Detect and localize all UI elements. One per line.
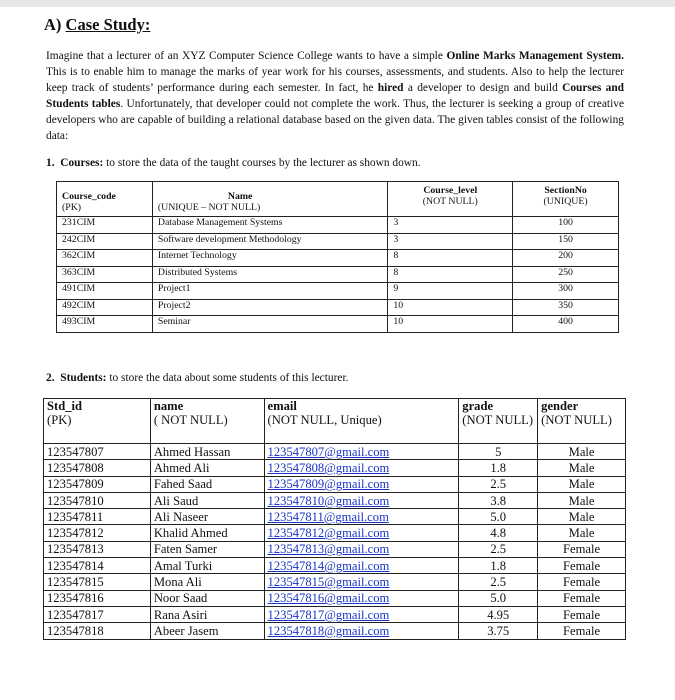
student-id-cell: 123547807 — [44, 444, 151, 460]
student-email-link[interactable]: 123547813@gmail.com — [267, 542, 390, 557]
student-email-cell — [264, 509, 459, 525]
student-gender-cell: Male — [538, 492, 626, 508]
student-email-link[interactable]: 123547808@gmail.com — [267, 460, 390, 475]
student-id-cell: 123547809 — [44, 476, 151, 492]
student-row — [44, 541, 626, 557]
student-email-link[interactable]: 123547809@gmail.com — [267, 477, 390, 492]
student-grade-cell: 1.8 — [459, 460, 538, 476]
student-name-cell: Khalid Ahmed — [150, 525, 264, 541]
student-email-link[interactable]: 123547812@gmail.com — [267, 526, 390, 541]
course-name-cell: Internet Technology — [152, 250, 388, 267]
student-name-header: name ( NOT NULL) — [150, 399, 264, 444]
student-grade-cell: 1.8 — [459, 558, 538, 574]
student-row — [44, 558, 626, 574]
student-email-link[interactable]: 123547817@gmail.com — [267, 607, 390, 622]
student-gender-cell: Male — [538, 476, 626, 492]
student-name-cell: Mona Ali — [150, 574, 264, 590]
student-name-cell: Abeer Jasem — [150, 623, 264, 639]
course-code-cell: 242CIM — [57, 233, 153, 250]
student-grade-cell: 2.5 — [459, 541, 538, 557]
courses-table — [56, 181, 619, 333]
student-row — [44, 525, 626, 541]
course-name-cell: Project1 — [152, 283, 388, 300]
student-name-cell: Ahmed Hassan — [150, 444, 264, 460]
student-name-cell: Fahed Saad — [150, 476, 264, 492]
course-row — [57, 250, 619, 267]
students-section-title: 2. Students: to store the data about some students of this lecturer. — [46, 372, 349, 384]
course-level-cell: 8 — [388, 250, 513, 267]
student-name-cell: Rana Asiri — [150, 606, 264, 622]
students-header-row — [44, 399, 626, 444]
students-table — [43, 398, 626, 640]
student-id-cell: 123547818 — [44, 623, 151, 639]
course-name-header: Name (UNIQUE – NOT NULL) — [152, 182, 388, 217]
student-row — [44, 606, 626, 622]
email-header: email (NOT NULL, Unique) — [264, 399, 459, 444]
course-row — [57, 283, 619, 300]
student-grade-cell: 5 — [459, 444, 538, 460]
course-code-cell: 492CIM — [57, 299, 153, 316]
student-grade-cell: 5.0 — [459, 590, 538, 606]
course-code-cell: 491CIM — [57, 283, 153, 300]
student-gender-cell: Female — [538, 574, 626, 590]
student-id-cell: 123547815 — [44, 574, 151, 590]
course-name-cell: Database Management Systems — [152, 217, 388, 234]
section-no-cell: 400 — [513, 316, 619, 333]
student-email-link[interactable]: 123547814@gmail.com — [267, 558, 390, 573]
student-row — [44, 590, 626, 606]
section-no-cell: 100 — [513, 217, 619, 234]
student-grade-cell: 4.8 — [459, 525, 538, 541]
student-id-cell: 123547813 — [44, 541, 151, 557]
student-name-cell: Noor Saad — [150, 590, 264, 606]
student-id-cell: 123547810 — [44, 492, 151, 508]
course-level-header: Course_level (NOT NULL) — [388, 182, 513, 217]
student-email-link[interactable]: 123547815@gmail.com — [267, 575, 390, 590]
grade-header: grade (NOT NULL) — [459, 399, 538, 444]
top-rule — [0, 0, 675, 7]
std-id-header: Std_id (PK) — [44, 399, 151, 444]
section-no-cell: 150 — [513, 233, 619, 250]
student-email-cell — [264, 444, 459, 460]
course-code-cell: 363CIM — [57, 266, 153, 283]
student-gender-cell: Female — [538, 558, 626, 574]
student-row — [44, 492, 626, 508]
student-email-link[interactable]: 123547816@gmail.com — [267, 591, 390, 606]
student-email-cell — [264, 606, 459, 622]
course-name-cell: Software development Methodology — [152, 233, 388, 250]
course-name-cell: Seminar — [152, 316, 388, 333]
course-level-cell: 8 — [388, 266, 513, 283]
student-row — [44, 444, 626, 460]
section-no-cell: 300 — [513, 283, 619, 300]
courses-header-row — [57, 182, 619, 217]
course-level-cell: 3 — [388, 233, 513, 250]
student-id-cell: 123547808 — [44, 460, 151, 476]
section-no-cell: 200 — [513, 250, 619, 267]
course-code-header: Course_code (PK) — [57, 182, 153, 217]
student-email-cell — [264, 574, 459, 590]
course-level-cell: 10 — [388, 299, 513, 316]
student-gender-cell: Male — [538, 509, 626, 525]
student-id-cell: 123547812 — [44, 525, 151, 541]
student-grade-cell: 5.0 — [459, 509, 538, 525]
student-email-cell — [264, 460, 459, 476]
student-grade-cell: 2.5 — [459, 476, 538, 492]
course-level-cell: 9 — [388, 283, 513, 300]
student-email-link[interactable]: 123547818@gmail.com — [267, 623, 390, 638]
section-no-header: SectionNo (UNIQUE) — [513, 182, 619, 217]
student-email-cell — [264, 623, 459, 639]
course-code-cell: 231CIM — [57, 217, 153, 234]
student-email-cell — [264, 541, 459, 557]
student-name-cell: Faten Samer — [150, 541, 264, 557]
student-email-cell — [264, 492, 459, 508]
student-name-cell: Ali Naseer — [150, 509, 264, 525]
student-grade-cell: 3.75 — [459, 623, 538, 639]
student-email-cell — [264, 476, 459, 492]
student-id-cell: 123547816 — [44, 590, 151, 606]
course-row — [57, 233, 619, 250]
intro-paragraph: Imagine that a lecturer of an XYZ Computer Science College wants to have a simple Online Marks Management System. This is to enable him to manage the marks of year work for his courses, assessments, and students. Also to help the lecturer keep track of students’ performance during each semester. In fact, he hired a developer to design and build Courses and Students tables. Unfortunately, that developer could not complete the work. Thus, the lecturer is seeking a group of creative developers who are capable of building a relational database based on the given data. The given tables consist of the following data: — [46, 50, 624, 143]
student-email-cell — [264, 525, 459, 541]
course-name-cell: Project2 — [152, 299, 388, 316]
student-row — [44, 509, 626, 525]
course-level-cell: 10 — [388, 316, 513, 333]
case-study-heading: A) Case Study: — [44, 15, 151, 34]
student-email-link[interactable]: 123547810@gmail.com — [267, 493, 390, 508]
student-gender-cell: Male — [538, 525, 626, 541]
student-row — [44, 623, 626, 639]
student-email-cell — [264, 590, 459, 606]
student-name-cell: Ahmed Ali — [150, 460, 264, 476]
student-gender-cell: Female — [538, 606, 626, 622]
section-no-cell: 250 — [513, 266, 619, 283]
student-row — [44, 574, 626, 590]
student-id-cell: 123547814 — [44, 558, 151, 574]
student-email-cell — [264, 558, 459, 574]
student-gender-cell: Female — [538, 623, 626, 639]
student-grade-cell: 2.5 — [459, 574, 538, 590]
course-row — [57, 299, 619, 316]
student-gender-cell: Male — [538, 444, 626, 460]
course-row — [57, 217, 619, 234]
course-name-cell: Distributed Systems — [152, 266, 388, 283]
course-level-cell: 3 — [388, 217, 513, 234]
gender-header: gender (NOT NULL) — [538, 399, 626, 444]
student-email-link[interactable]: 123547811@gmail.com — [267, 509, 389, 524]
course-code-cell: 493CIM — [57, 316, 153, 333]
student-row — [44, 476, 626, 492]
course-code-cell: 362CIM — [57, 250, 153, 267]
student-gender-cell: Female — [538, 590, 626, 606]
student-name-cell: Amal Turki — [150, 558, 264, 574]
section-no-cell: 350 — [513, 299, 619, 316]
courses-section-title: 1. Courses: to store the data of the taught courses by the lecturer as shown down. — [46, 157, 421, 169]
student-gender-cell: Male — [538, 460, 626, 476]
student-email-link[interactable]: 123547807@gmail.com — [267, 444, 390, 459]
course-row — [57, 266, 619, 283]
student-gender-cell: Female — [538, 541, 626, 557]
student-grade-cell: 4.95 — [459, 606, 538, 622]
student-id-cell: 123547817 — [44, 606, 151, 622]
student-grade-cell: 3.8 — [459, 492, 538, 508]
course-row — [57, 316, 619, 333]
student-id-cell: 123547811 — [44, 509, 151, 525]
student-name-cell: Ali Saud — [150, 492, 264, 508]
student-row — [44, 460, 626, 476]
